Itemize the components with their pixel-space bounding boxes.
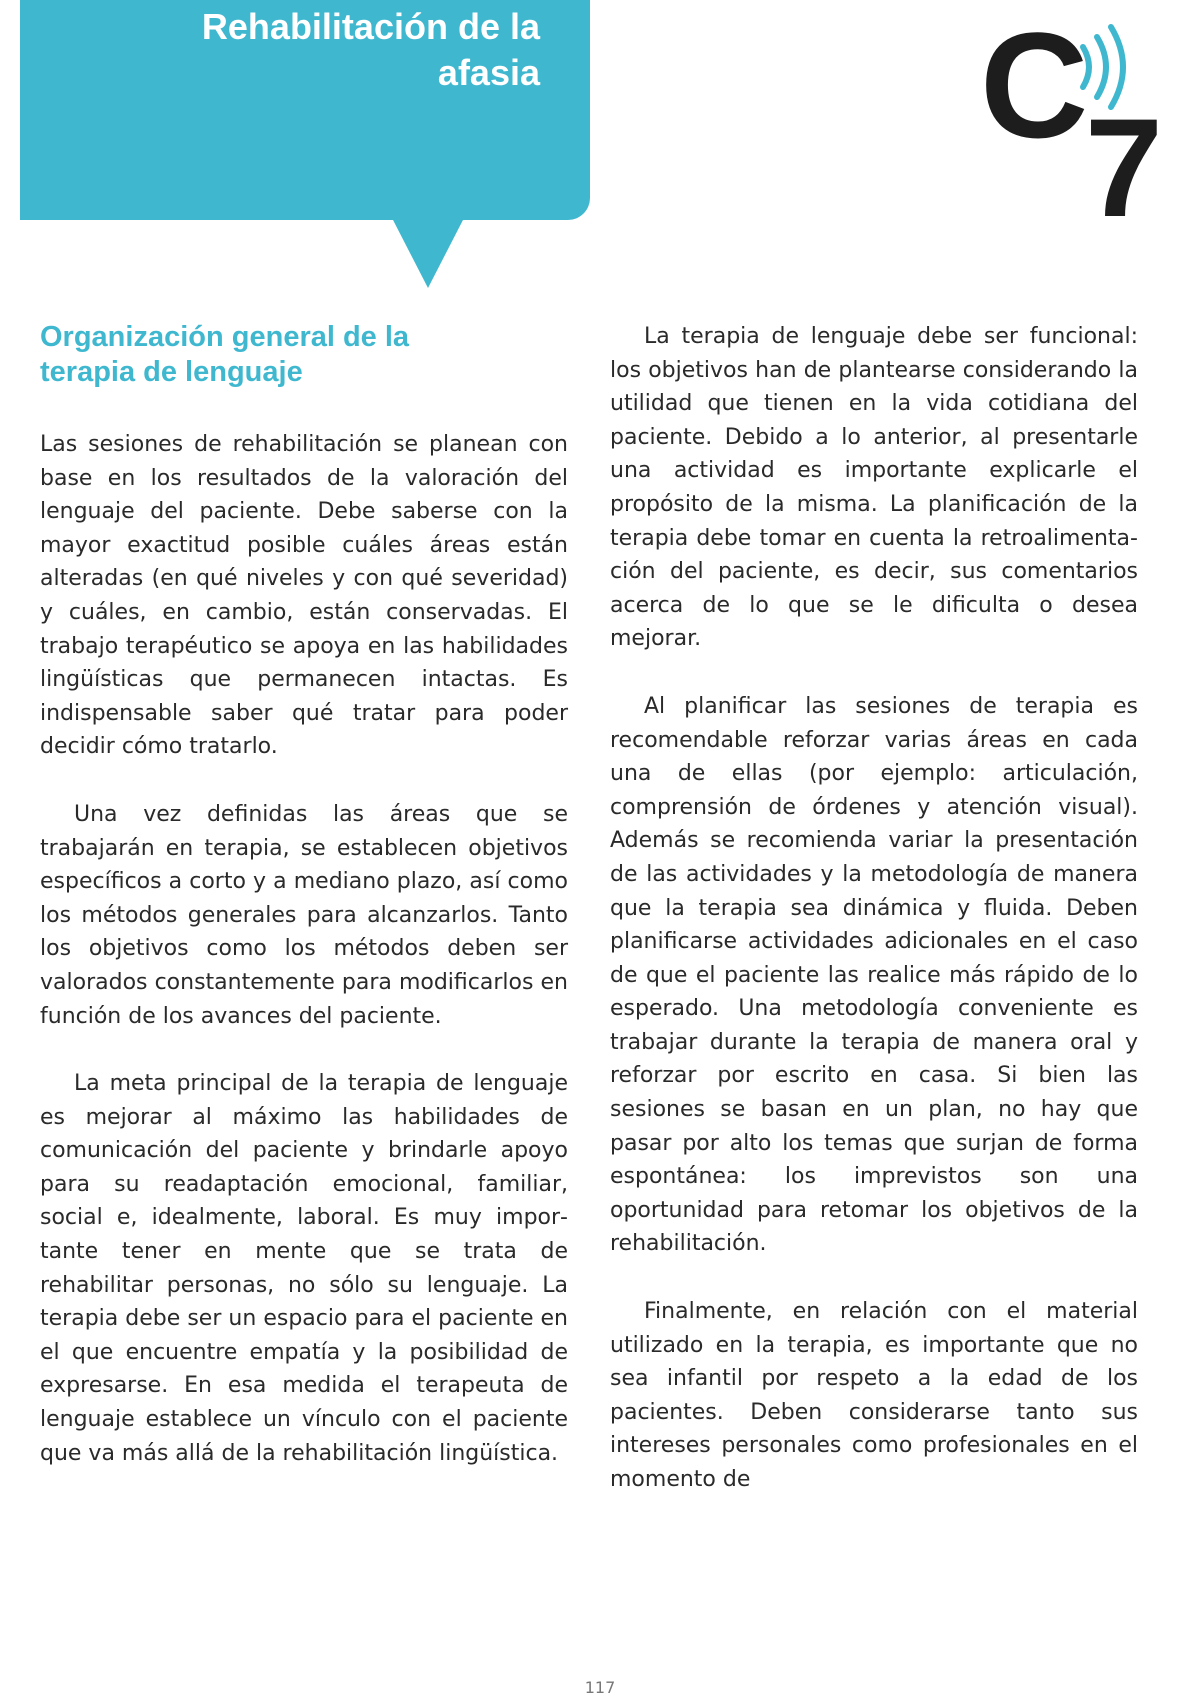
chapter-letter: C — [980, 1, 1089, 169]
chapter-title-line-1: Rehabilitación de la — [201, 6, 540, 47]
paragraph: La meta principal de la terapia de lenguaje es mejorar al máximo las habilidades de comunicación del paciente y brindarle apoyo para su readaptación emocional, familiar, social e, idealmente, laboral. Es muy importante tener en mente que se trata de rehabilitar personas, no sólo su lenguaje. La terapia debe ser un espacio para el paciente en el que encuentre empatía y la posibilidad de expresarse. En esa medida el terapeuta de lenguaje establece un vínculo con el paciente que va más allá de la rehabilitación lingüística. — [40, 1071, 568, 1466]
paragraph: Finalmente, en relación con el material utilizado en la terapia, es importante que no sea infantil por respeto a la edad de los pacientes. Deben considerarse tanto sus intereses personales como profesionales en el momento de — [610, 1299, 1138, 1492]
right-column — [610, 320, 1138, 1531]
chapter-title-banner — [20, 0, 590, 220]
paragraph: La terapia de lenguaje debe ser funcional: los objetivos han de plantearse considerando la utilidad que tienen en la vida cotidiana del paciente. Debido a lo anterior, al presentarle una actividad es importante explicarle el propósito de la misma. La planificación de la terapia debe tomar en cuenta la retroalimentación del paciente, es decir, sus comentarios acerca de lo que se le dificulta o desea mejorar. — [610, 324, 1138, 652]
section-heading-line-1: Organización general de la — [40, 321, 410, 353]
section-heading — [40, 320, 568, 390]
chapter-number: 7 — [1085, 89, 1163, 246]
section-heading-line-2: terapia de lenguaje — [40, 356, 303, 388]
chapter-title-line-2: afasia — [437, 52, 540, 93]
paragraph: Una vez definidas las áreas que se trabajarán en terapia, se establecen objetivos específicos a corto y a mediano plazo, así como los métodos generales para alcanzarlos. Tanto los objetivos como los métodos deben ser valorados constantemente para modificarlos en función de los avances del paciente. — [40, 801, 568, 1029]
banner-pointer — [392, 218, 464, 288]
left-column — [40, 320, 568, 1504]
chapter-title — [40, 4, 540, 96]
paragraph: Las sesiones de rehabilitación se planean con base en los resultados de la valoración del lenguaje del paciente. Debe saberse con la mayor exactitud posible cuáles áreas están alteradas (en qué niveles y con qué severidad) y cuáles, en cambio, están conservadas. El trabajo terapéutico se apoya en las habilidades lingüísticas que permanecen intactas. Es indispensable saber qué tratar para poder decidir cómo tratarlo. — [40, 432, 568, 760]
page-number: 117 — [584, 1678, 616, 1697]
chapter-badge — [980, 1, 1190, 246]
paragraph: Al planificar las sesiones de terapia es recomendable reforzar varias áreas en cada una de ellas (por ejemplo: articulación, comprensión de órdenes y atención visual). Además se recomienda variar la presentación de las actividades y la metodología de manera que la terapia sea dinámica y fluida. Deben planificarse actividades adicionales en el caso de que el paciente las realice más rápido de lo esperado. Una metodología conveniente es trabajar durante la terapia de manera oral y reforzar por escrito en casa. Si bien las sesiones se basan en un plan, no hay que pasar por alto los temas que surjan de forma espontánea: los imprevistos son una oportunidad para retomar los objetivos de la rehabilitación. — [610, 693, 1138, 1257]
